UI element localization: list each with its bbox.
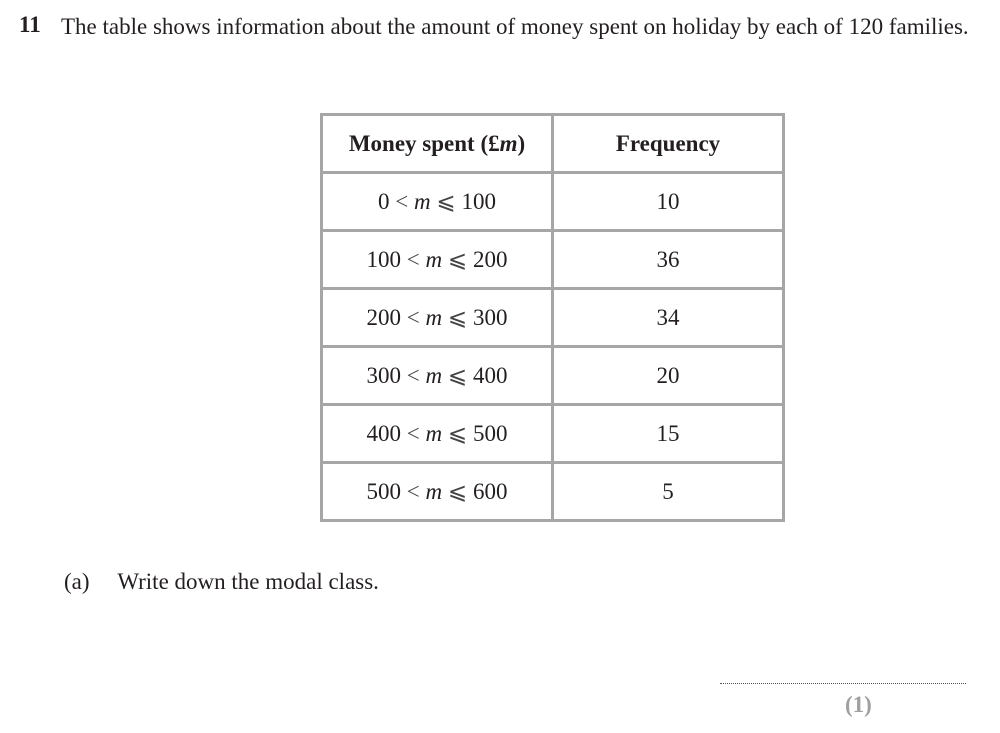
- class-interval: 0 < m ⩽ 100: [322, 173, 553, 231]
- answer-line[interactable]: [720, 683, 966, 684]
- table-row: [322, 173, 784, 231]
- table-row: [322, 463, 784, 521]
- marks-label: (1): [845, 692, 872, 717]
- header-frequency: Frequency: [553, 115, 784, 173]
- header-money-spent: Money spent (£m): [322, 115, 553, 173]
- table-row: [322, 405, 784, 463]
- class-interval: 300 < m ⩽ 400: [322, 347, 553, 405]
- part-a-question: [64, 569, 379, 595]
- frequency-value: 20: [553, 347, 784, 405]
- class-interval: 500 < m ⩽ 600: [322, 463, 553, 521]
- frequency-value: 34: [553, 289, 784, 347]
- frequency-value: 10: [553, 173, 784, 231]
- part-a-label: (a): [64, 569, 90, 594]
- frequency-value: 15: [553, 405, 784, 463]
- frequency-value: 36: [553, 231, 784, 289]
- part-a-text: Write down the modal class.: [117, 569, 379, 594]
- class-interval: 400 < m ⩽ 500: [322, 405, 553, 463]
- table-header-row: [322, 115, 784, 173]
- table-row: [322, 289, 784, 347]
- question-text: The table shows information about the amount of money spent on holiday by each of 120 families.: [61, 14, 969, 39]
- class-interval: 100 < m ⩽ 200: [322, 231, 553, 289]
- table-row: [322, 347, 784, 405]
- frequency-value: 5: [553, 463, 784, 521]
- frequency-table: [320, 113, 785, 522]
- table-row: [322, 231, 784, 289]
- class-interval: 200 < m ⩽ 300: [322, 289, 553, 347]
- question-number: 11: [19, 12, 41, 37]
